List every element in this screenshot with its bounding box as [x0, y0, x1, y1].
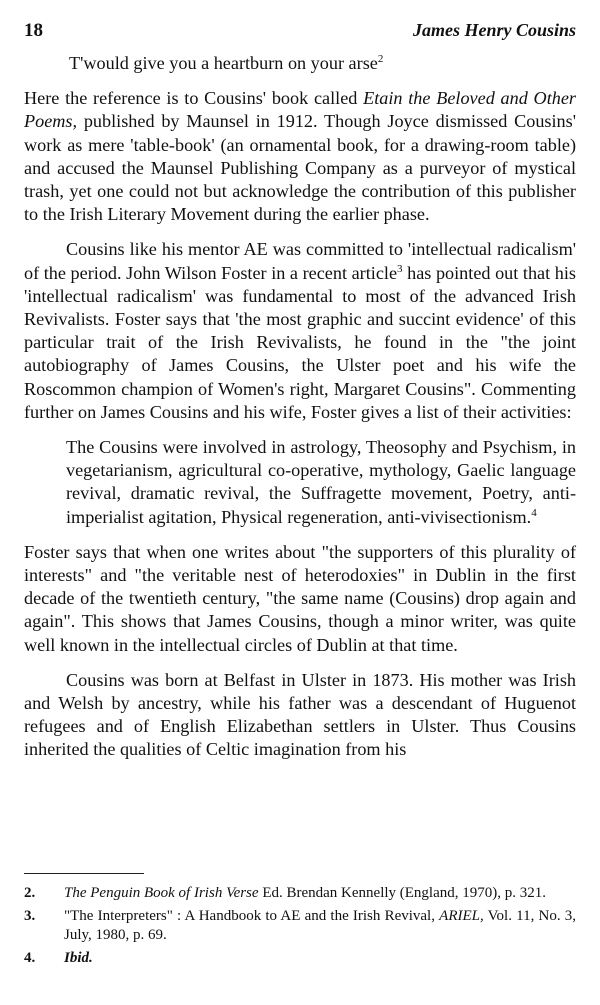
block-quote-text: The Cousins were involved in astrology, Theosophy and Psychism, in vegetarianism, agricultural co-operative, mythology, Gaelic language revival, dramatic revival, the Suffragette movement, Poetry, anti-imperialist agitation, Physical regeneration, anti-vivisectionism. — [66, 437, 576, 527]
block-quote — [66, 436, 576, 529]
footnote-4 — [24, 949, 576, 969]
footnote-divider — [24, 873, 144, 874]
paragraph-2 — [24, 238, 576, 424]
footnote-pre: "The Interpreters" : A Handbook to AE and the Irish Revival, — [64, 907, 440, 924]
footnote-text — [64, 884, 576, 904]
footnote-title: Ibid. — [64, 949, 93, 966]
main-text — [24, 52, 576, 762]
footnote-ref-2: 2 — [377, 52, 384, 65]
footnote-text — [64, 907, 576, 946]
page-header — [24, 20, 576, 50]
paragraph-4-text: Cousins was born at Belfast in Ulster in 1873. His mother was Irish and Welsh by ancestry, while his father was a descendant of Huguenot refugees and of English Elizabethan settlers in Ulster. Thus Cousins inherited the qualities of Celtic imagination from his — [24, 669, 576, 760]
book-title: Etain the Beloved and Other Poems, — [24, 88, 576, 132]
footnote-number: 2. — [24, 885, 36, 901]
paragraph-1 — [24, 87, 576, 226]
paragraph-1-text-b: published by Maunsel in 1912. Though Joyce dismissed Cousins' work as mere 'table-book' (an ornamental book, for a drawing-room table) and accused the Maunsel Publishing Company as a purveyor of mystical trash, yet one could not but acknowledge the contribution of this publisher to the Irish Literary Movement during the earlier phase. — [24, 111, 576, 225]
footnote-number: 4. — [24, 949, 36, 966]
footnote-rest: Ed. Brendan Kennelly (England, 1970), p. 321. — [258, 885, 547, 901]
footnote-text — [64, 949, 576, 969]
paragraph-4 — [24, 669, 576, 762]
footnote-title: ARIEL, — [439, 907, 484, 924]
paragraph-3-text: Foster says that when one writes about "the supporters of this plurality of interests" and "the veritable nest of heterodoxies" in Dublin in the first decade of the twentieth century, "the same name (Cousins) drop again and again". This shows that James Cousins, though a minor writer, was quite well known in the intellectual circles of Dublin at that time. — [24, 541, 576, 655]
footnote-rest: Vol. 11, No. 3, July, 1980, p. 69. — [64, 907, 576, 943]
footnote-2 — [24, 884, 576, 904]
quoted-verse-line — [69, 52, 576, 75]
footnote-ref-4: 4 — [531, 506, 537, 519]
running-title: James Henry Cousins — [412, 20, 576, 40]
verse-text: T'would give you a heartburn on your arse — [69, 53, 378, 73]
paragraph-2-text-b: has pointed out that his 'intellectual radicalism' was fundamental to most of the advanced Irish Revivalists. Foster says that 'the most graphic and succint evidence' of this particular trait of the Irish Revivalists, he found in the "the joint autobiography of James Cousins, the Ulster poet and his wife the Roscommon champion of Women's right, Margaret Cousins". Commenting further on James Cousins and his wife, Foster gives a list of their activities: — [24, 262, 576, 422]
footnote-number: 3. — [24, 907, 36, 924]
paragraph-3 — [24, 541, 576, 657]
paragraph-2-text-a: Cousins like his mentor AE was committed to 'intellectual radicalism' of the period. John Wilson Foster in a recent article — [24, 239, 576, 283]
page-number: 18 — [24, 20, 43, 41]
footnote-title: The Penguin Book of Irish Verse — [64, 885, 259, 901]
footnotes — [24, 884, 576, 971]
paragraph-1-text-a: Here the reference is to Cousins' book called — [24, 88, 364, 109]
footnote-3 — [24, 907, 576, 946]
footnote-ref-3: 3 — [397, 262, 403, 275]
